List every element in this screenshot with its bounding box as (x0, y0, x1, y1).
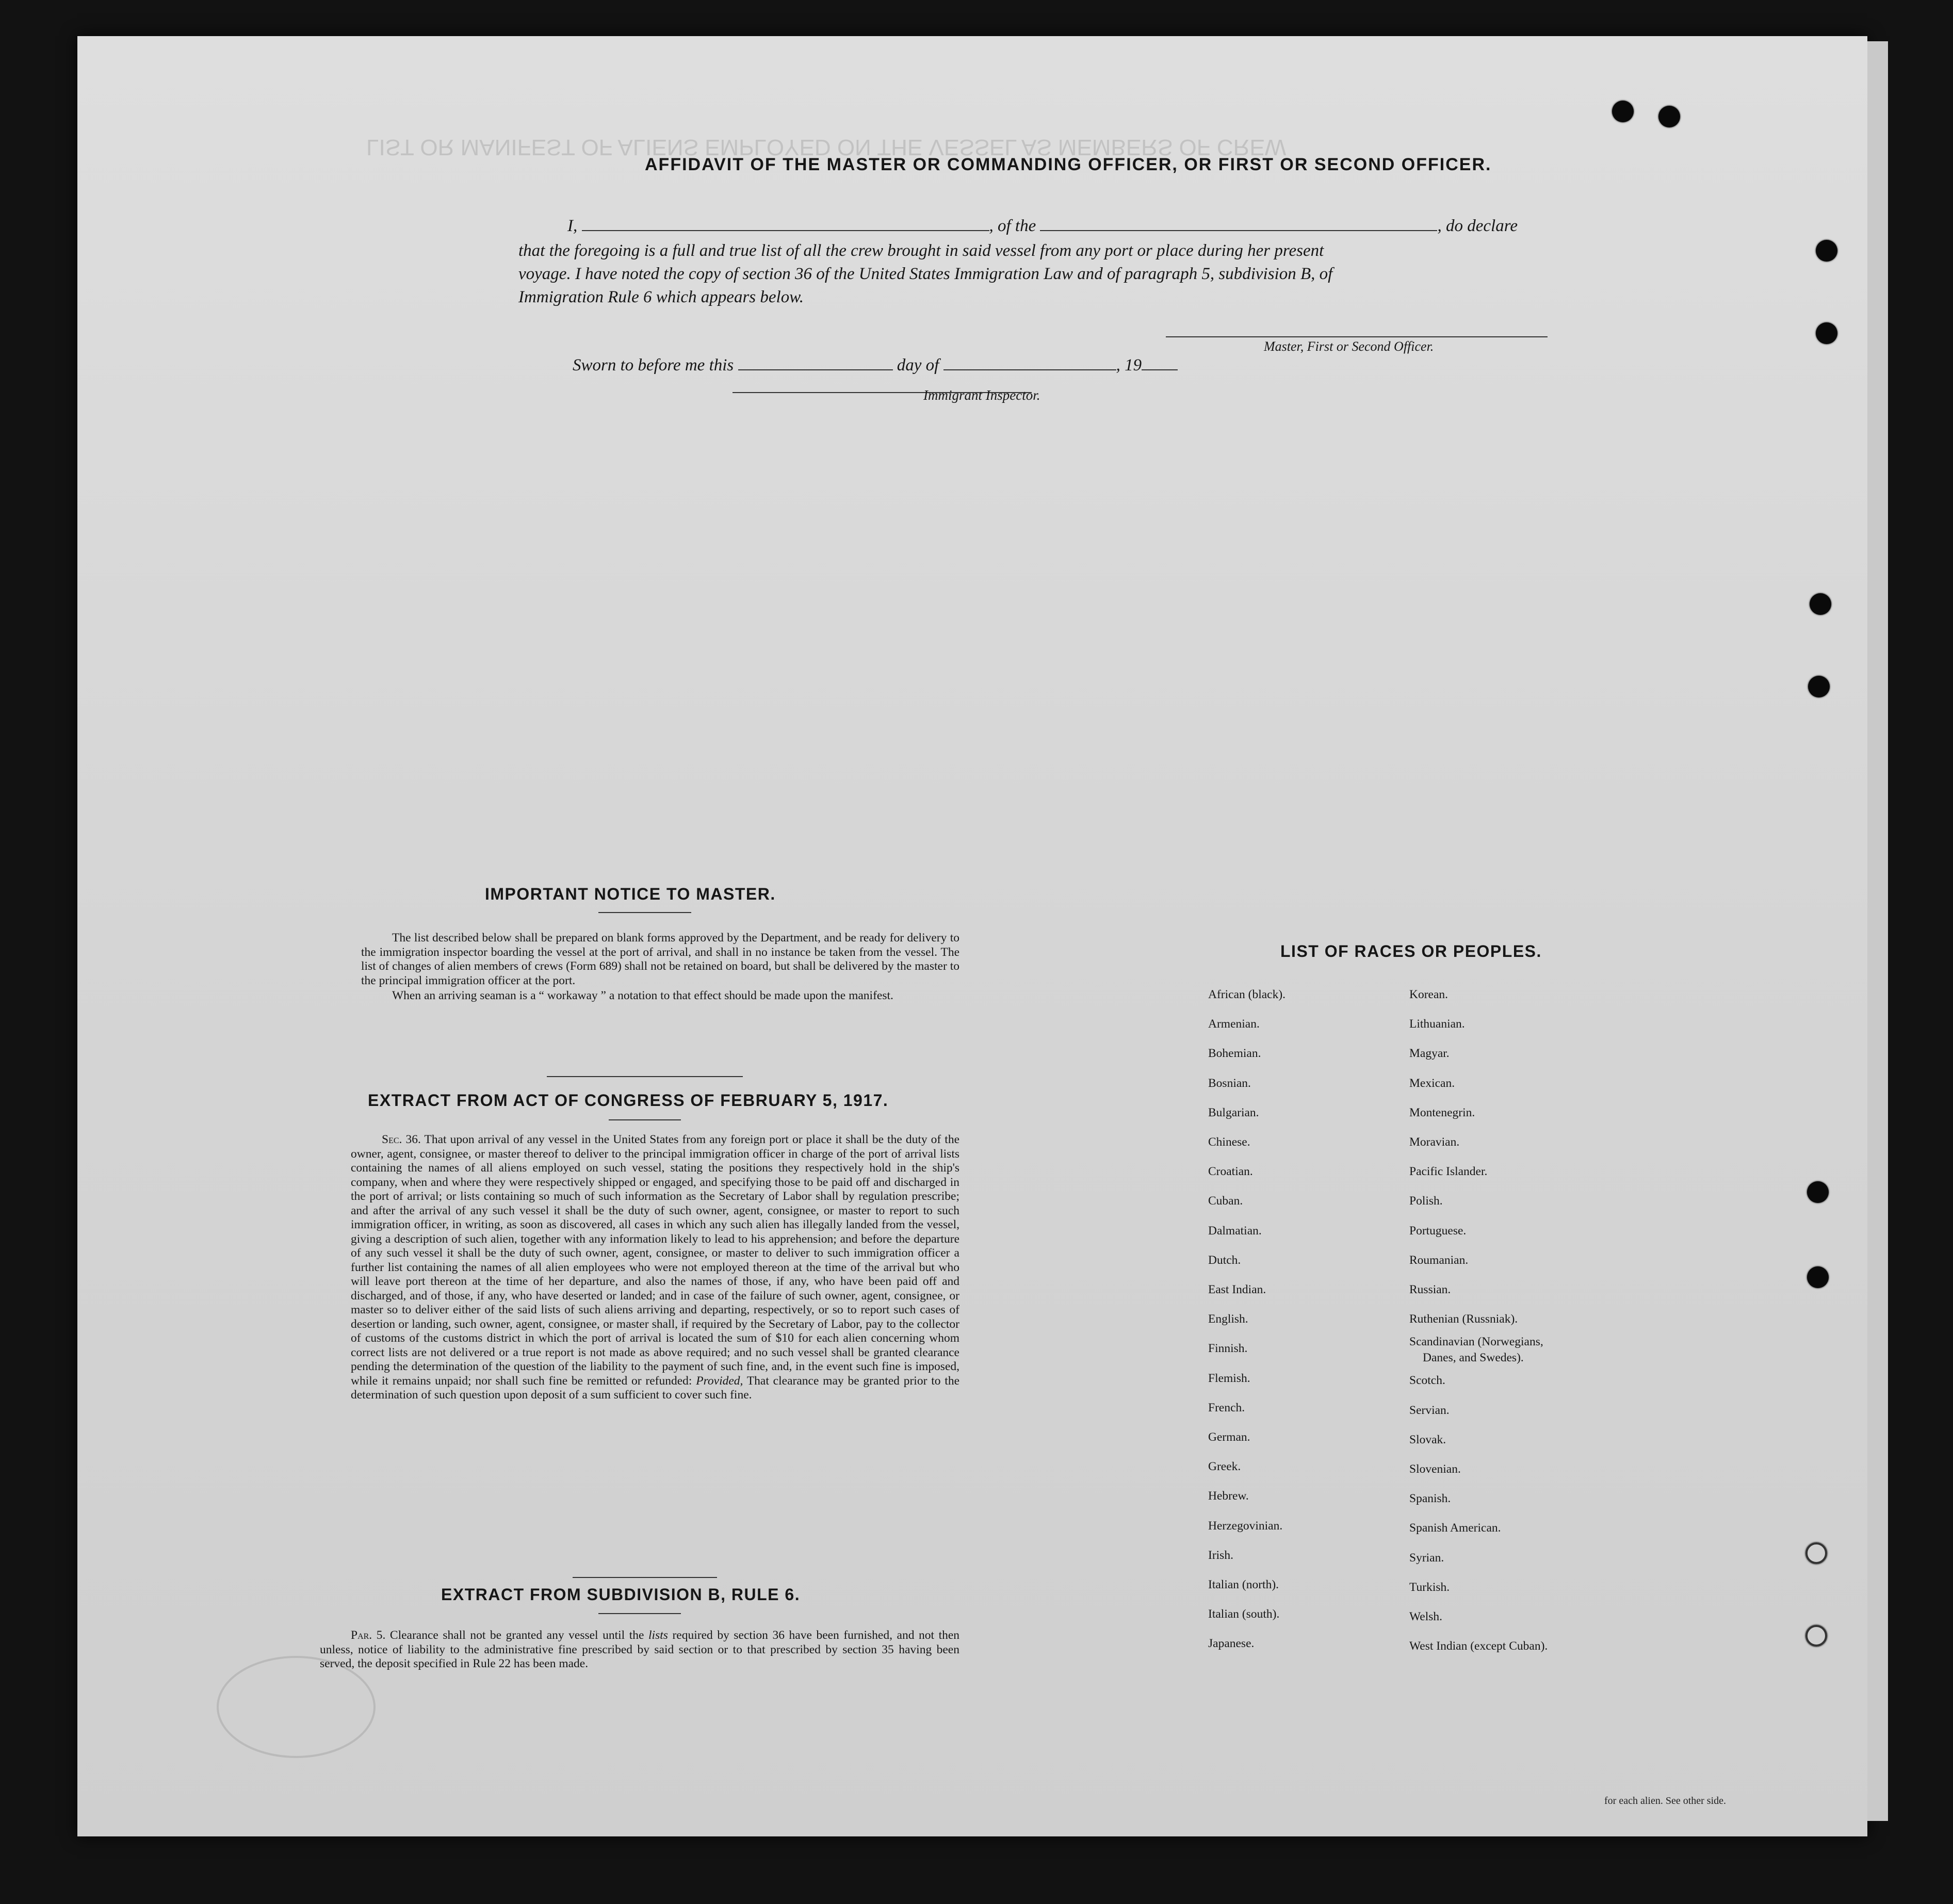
race-item: Bohemian. (1208, 1047, 1261, 1061)
race-item: Portuguese. (1409, 1224, 1467, 1238)
race-item: Slovenian. (1409, 1462, 1461, 1476)
act-section-text-2: That clearance may be granted prior to the determination of such question upon deposit of a sum sufficient to cover such fine. (351, 1374, 959, 1402)
race-item: Cuban. (1208, 1194, 1243, 1208)
name-blank[interactable] (582, 230, 989, 231)
affidavit-of-the: , of the (989, 217, 1036, 235)
race-item: Dalmatian. (1208, 1224, 1262, 1238)
act-extract-rule (609, 1119, 681, 1120)
race-item: West Indian (except Cuban). (1409, 1639, 1548, 1653)
race-item: Russian. (1409, 1283, 1451, 1297)
race-item: Pacific Islander. (1409, 1165, 1488, 1179)
affidavit-title: AFFIDAVIT OF THE MASTER OR COMMANDING OFFICER, OR FIRST OR SECOND OFFICER. (645, 155, 1492, 174)
race-item: Danes, and Swedes). (1423, 1351, 1524, 1365)
punch-hole (1658, 106, 1680, 127)
rule-lists-word: lists (648, 1629, 668, 1642)
rule-text-b: required by section 36 have been furnished, and not then unless, notice of liability to the administrative fine prescribed by said section or to that prescribed by section 35 having been served, the deposit specified in Rule 22 has been made. (320, 1629, 960, 1670)
race-item: Italian (south). (1208, 1607, 1280, 1621)
bleed-through-text: LIST OR MANIFEST OF ALIENS EMPLOYED ON THE VESSEL AS MEMBERS OF CREW (366, 135, 1287, 160)
race-item: Spanish American. (1409, 1521, 1501, 1535)
race-item: Japanese. (1208, 1637, 1255, 1651)
sworn-year-prefix: , 19 (1116, 356, 1142, 375)
separator-rule (547, 1076, 743, 1077)
punch-hole (1807, 1266, 1829, 1288)
race-item: East Indian. (1208, 1283, 1266, 1297)
act-extract-body (351, 1133, 959, 1403)
race-item: Welsh. (1409, 1610, 1443, 1624)
act-extract-title: EXTRACT FROM ACT OF CONGRESS OF FEBRUARY 5, 1917. (368, 1091, 889, 1110)
inspector-label: Immigrant Inspector. (923, 387, 1040, 403)
race-item: Servian. (1409, 1403, 1450, 1417)
notice-rule (598, 912, 691, 913)
affidavit-line-3: voyage. I have noted the copy of section 36 of the United States Immigration Law and of paragraph 5, subdivision B, of (518, 265, 1333, 283)
race-item: Dutch. (1208, 1253, 1241, 1267)
punch-hole (1816, 322, 1837, 344)
race-item: Polish. (1409, 1194, 1443, 1208)
punch-hole (1807, 1181, 1829, 1203)
punch-hole-ring (1805, 1625, 1827, 1647)
form-sheet (77, 36, 1867, 1836)
punch-hole (1816, 240, 1837, 262)
race-item: Korean. (1409, 988, 1449, 1001)
notice-paragraph-2: When an arriving seaman is a “ workaway ” a notation to that effect should be made upon the manifest. (392, 989, 893, 1002)
affidavit-line-2: that the foregoing is a full and true list of all the crew brought in said vessel from any port or place during her present (518, 241, 1324, 260)
races-right-column (1409, 980, 1548, 1661)
race-item: African (black). (1208, 988, 1286, 1001)
race-item: Syrian. (1409, 1551, 1444, 1565)
races-title: LIST OF RACES OR PEOPLES. (1280, 942, 1542, 961)
sworn-year-blank[interactable] (1142, 369, 1178, 370)
race-item: Italian (north). (1208, 1578, 1279, 1592)
race-item: Hebrew. (1208, 1489, 1249, 1503)
act-provided: Provided, (696, 1374, 743, 1388)
race-item: Bosnian. (1208, 1076, 1251, 1090)
punch-hole (1808, 676, 1830, 697)
race-item: Roumanian. (1409, 1253, 1469, 1267)
punch-hole (1810, 593, 1831, 615)
sworn-line (573, 356, 1178, 375)
race-item: Finnish. (1208, 1342, 1248, 1356)
race-item: Turkish. (1409, 1580, 1450, 1594)
races-left-column (1208, 980, 1285, 1659)
race-item: Slovak. (1409, 1433, 1446, 1446)
race-item: Lithuanian. (1409, 1017, 1465, 1031)
race-item: Magyar. (1409, 1047, 1450, 1061)
race-item: Ruthenian (Russniak). (1409, 1312, 1518, 1326)
vessel-blank[interactable] (1040, 230, 1437, 231)
master-signature-line[interactable] (1166, 336, 1548, 337)
footer-note: for each alien. See other side. (1604, 1795, 1727, 1807)
affidavit-i: I, (567, 217, 578, 235)
act-section-label: Sec. 36. (382, 1133, 421, 1146)
act-section-text: That upon arrival of any vessel in the United States from any foreign port or place it shall be the duty of the owner, agent, consignee, or master thereof to deliver to the principal immigration officer in charge of the port of arrival lists containing the names of all aliens employed on such vessel, stating the positions they respectively hold in the ship's company, when and where they were respectively shipped or engaged, and specifying those to be paid off and discharged in the port of arrival; or lists containing so much of such information as the Secretary of Labor shall by regulation prescribe; and after the arrival of any such vessel it shall be the duty of such owner, agent, consignee, or master to report to such immigration officer, in writing, as soon as discovered, all cases in which any such alien has illegally landed from the vessel, giving a description of such alien, together with any information likely to lead to his apprehension; and before the departure of any such vessel it shall be the duty of such owner, agent, consignee, or master to deliver to such immigration officer a further list containing the names of all alien employees who were not employed thereon at the time of the arrival but who will leave port thereon at the time of her departure, and also the names of those, if any, who have been paid off and discharged, and of those, if any, who have deserted or landed; and in case of the failure of such owner, agent, consignee, or master so to deliver either of the said lists of such aliens arriving and departing, respectively, or so to report such cases of desertion or landing, such owner, agent, consignee, or master shall, if required by the Secretary of Labor, pay to the collector of customs of the customs district in which the port of arrival is located the sum of $10 for each alien concerning whom correct lists are not delivered or a true report is not made as above required; and no such vessel shall be granted clearance pending the determination of the question of the liability to the payment of such fine, and, in the event such fine is imposed, while it remains unpaid; nor shall such fine be remitted or refunded: (351, 1133, 960, 1388)
race-item: Mexican. (1409, 1076, 1455, 1090)
race-item: English. (1208, 1312, 1248, 1326)
race-item: Moravian. (1409, 1135, 1460, 1149)
faded-stamp (217, 1656, 376, 1758)
punch-hole-ring (1805, 1542, 1827, 1564)
race-item: Greek. (1208, 1460, 1241, 1474)
race-item: Herzegovinian. (1208, 1519, 1283, 1533)
race-item: Flemish. (1208, 1371, 1250, 1385)
sworn-month-blank[interactable] (943, 369, 1116, 370)
race-item: Scotch. (1409, 1374, 1445, 1388)
affidavit-declare: , do declare (1437, 217, 1518, 235)
rule-text-a: Clearance shall not be granted any vessel until the (389, 1629, 644, 1642)
notice-title: IMPORTANT NOTICE TO MASTER. (485, 885, 776, 903)
rule-extract-title: EXTRACT FROM SUBDIVISION B, RULE 6. (441, 1585, 801, 1604)
race-item: Irish. (1208, 1548, 1233, 1562)
race-item: Montenegrin. (1409, 1105, 1475, 1119)
race-item: German. (1208, 1430, 1250, 1444)
race-item: Spanish. (1409, 1492, 1451, 1506)
sworn-day-of: day of (897, 356, 939, 375)
rule-extract-rule (598, 1613, 681, 1614)
affidavit-line-4: Immigration Rule 6 which appears below. (518, 288, 804, 306)
master-signature-label: Master, First or Second Officer. (1264, 339, 1434, 354)
race-item: Croatian. (1208, 1165, 1253, 1179)
affidavit-line-1 (567, 217, 1518, 236)
race-item: Armenian. (1208, 1017, 1260, 1031)
race-item: Scandinavian (Norwegians, (1409, 1335, 1543, 1349)
race-item: Bulgarian. (1208, 1105, 1259, 1119)
punch-hole (1612, 101, 1634, 122)
notice-paragraph-1: The list described below shall be prepared on blank forms approved by the Department, and be ready for delivery to the immigration inspector boarding the vessel at the port of arrival, and shall in no instance be taken from the vessel. The list of changes of alien members of crews (Form 689) shall not be retained on board, but shall be delivered by the master to the principal immigration officer at the port. (361, 931, 959, 987)
race-item: French. (1208, 1401, 1245, 1414)
rule-extract-body (320, 1629, 959, 1671)
sworn-day-blank[interactable] (738, 369, 893, 370)
page-edge (1867, 41, 1888, 1821)
notice-body (361, 931, 959, 1003)
sworn-text: Sworn to before me this (573, 356, 734, 375)
rule-par-label: Par. 5. (351, 1629, 386, 1642)
race-item: Chinese. (1208, 1135, 1250, 1149)
act-end-rule (573, 1577, 717, 1578)
